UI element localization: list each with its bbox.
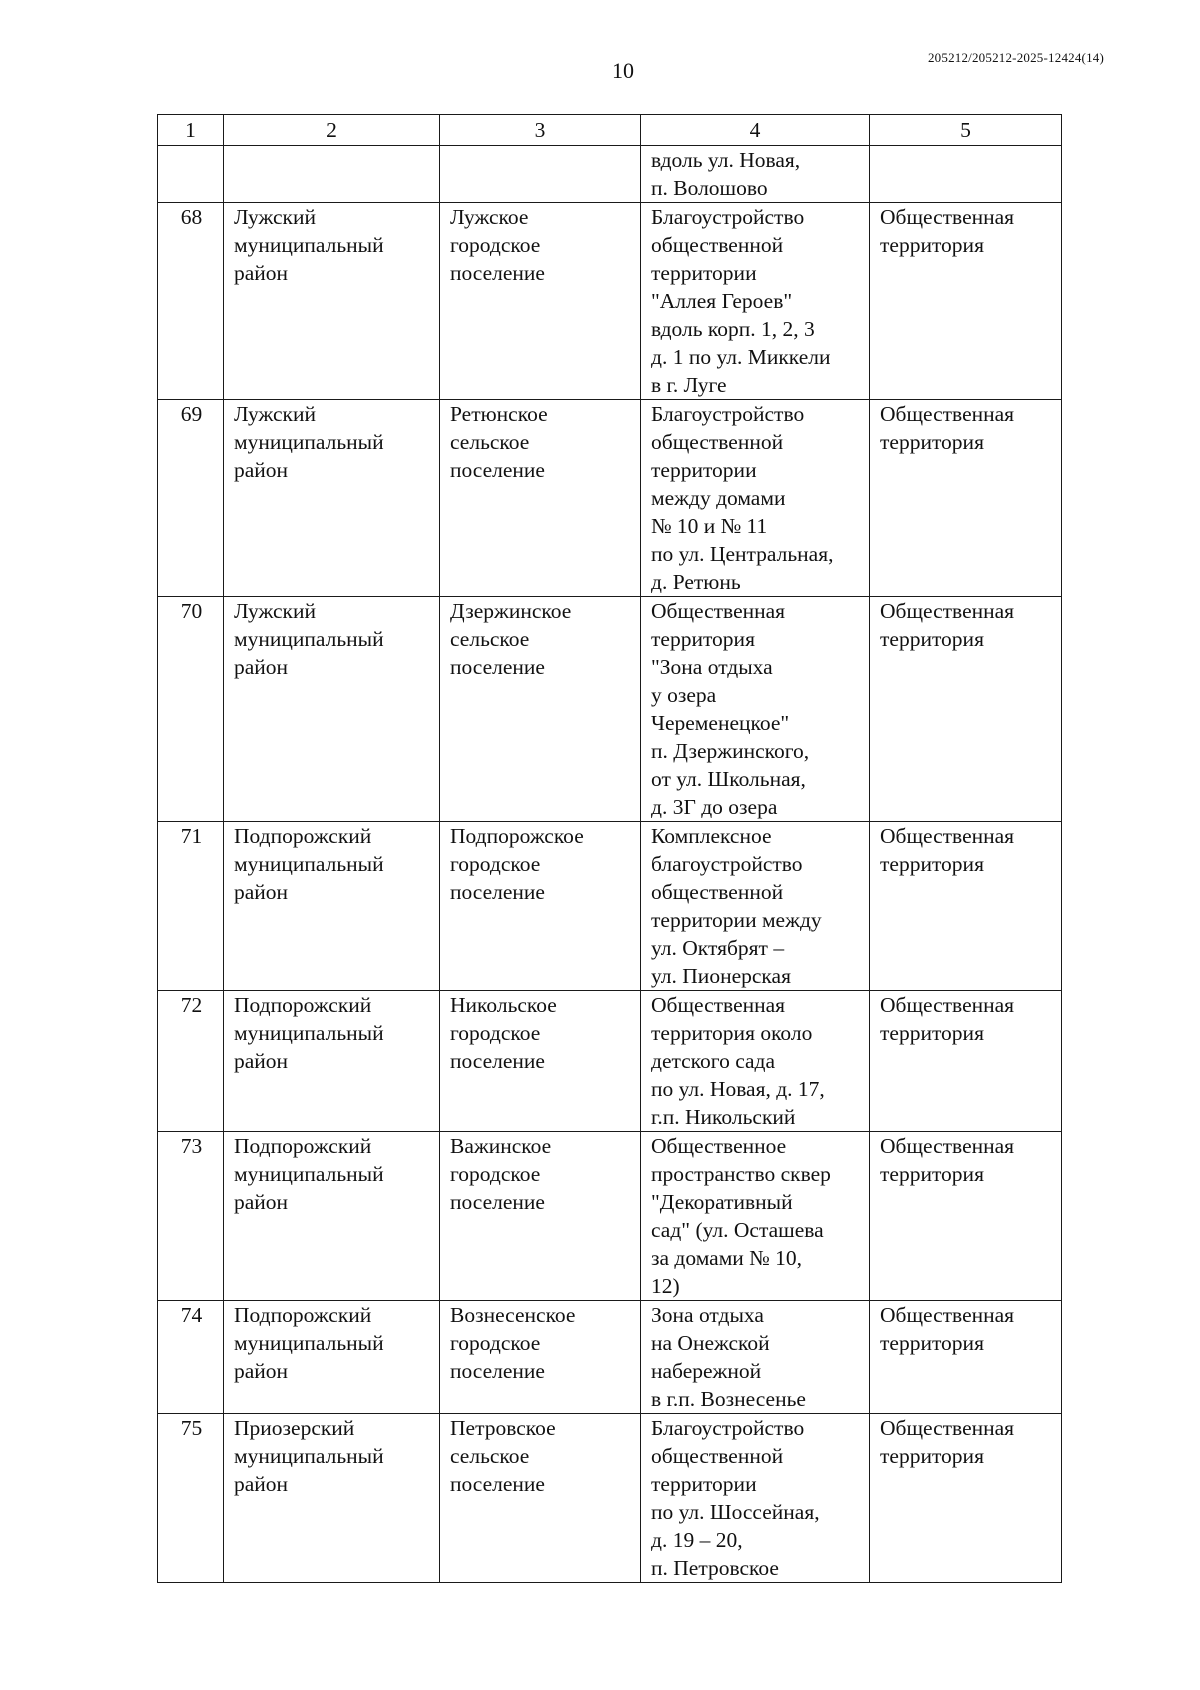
cell-text-line: детского сада — [651, 1049, 776, 1073]
cell-text-line: в г. Луге — [651, 373, 727, 397]
cell-text-line: Общественная — [880, 1416, 1015, 1440]
cell-text-line: территория — [651, 627, 755, 651]
cell-text-line: № 10 и № 11 — [651, 514, 768, 538]
cell-text-line: территория — [880, 430, 984, 454]
cell-text-line: сельское — [450, 627, 530, 651]
cell-text-line: "Аллея Героев" — [651, 289, 793, 313]
cell-text-line: Подпорожское — [450, 824, 584, 848]
cell-text-line: поселение — [450, 880, 545, 904]
table-body — [158, 146, 1062, 1583]
cell-text-line: по ул. Шоссейная, — [651, 1500, 820, 1524]
territory-type-cell — [870, 1132, 1062, 1301]
cell-text-line: д. Ретюнь — [651, 570, 741, 594]
cell-text-line: Подпорожский — [234, 993, 372, 1017]
cell-text-line: район — [234, 458, 289, 482]
cell-text-line: у озера — [651, 683, 717, 707]
cell-text-line: между домами — [651, 486, 786, 510]
cell-text-line: ул. Пионерская — [651, 964, 791, 988]
cell-text-line: п. Петровское — [651, 1556, 779, 1580]
cell-text-line: муниципальный — [234, 1444, 384, 1468]
cell-text-line: "Зона отдыха — [651, 655, 773, 679]
cell-text-line: сад" (ул. Осташева — [651, 1218, 824, 1242]
table-row — [158, 991, 1062, 1132]
cell-text-line: Общественное — [651, 1134, 787, 1158]
cell-text-line: сельское — [450, 1444, 530, 1468]
row-number-cell: 72 — [158, 991, 224, 1132]
object-cell — [641, 597, 870, 822]
cell-text-line: территория — [880, 852, 984, 876]
district-cell — [224, 1301, 440, 1414]
cell-text-line: муниципальный — [234, 627, 384, 651]
cell-text-line: от ул. Школьная, — [651, 767, 806, 791]
cell-text-line: Приозерский — [234, 1416, 355, 1440]
settlement-cell — [440, 146, 641, 203]
cell-text-line: территории — [651, 1472, 757, 1496]
district-cell — [224, 146, 440, 203]
column-header: 5 — [870, 115, 1062, 146]
row-number-cell: 68 — [158, 203, 224, 400]
row-number-cell — [158, 146, 224, 203]
column-header: 2 — [224, 115, 440, 146]
cell-text-line: Подпорожский — [234, 824, 372, 848]
cell-text-line: муниципальный — [234, 1331, 384, 1355]
column-header: 3 — [440, 115, 641, 146]
cell-text-line: Общественная — [651, 599, 786, 623]
district-cell — [224, 1414, 440, 1583]
cell-text-line: Общественная — [880, 402, 1015, 426]
cell-text-line: район — [234, 1359, 289, 1383]
table-row — [158, 597, 1062, 822]
cell-text-line: благоустройство — [651, 852, 803, 876]
cell-text-line: Подпорожский — [234, 1134, 372, 1158]
settlement-cell — [440, 1132, 641, 1301]
cell-text-line: Лужский — [234, 205, 316, 229]
row-number-cell: 73 — [158, 1132, 224, 1301]
settlement-cell — [440, 1414, 641, 1583]
district-cell — [224, 822, 440, 991]
cell-text-line: общественной — [651, 1444, 784, 1468]
cell-text-line: городское — [450, 1162, 541, 1186]
cell-text-line: территория — [880, 1331, 984, 1355]
cell-text-line: Общественная — [651, 993, 786, 1017]
territory-type-cell — [870, 1414, 1062, 1583]
settlement-cell — [440, 1301, 641, 1414]
cell-text-line: набережной — [651, 1359, 762, 1383]
cell-text-line: городское — [450, 233, 541, 257]
cell-text-line: Общественная — [880, 1303, 1015, 1327]
document-code: 205212/205212-2025-12424(14) — [927, 50, 1104, 65]
table-header-row — [158, 115, 1062, 146]
territory-type-cell — [870, 597, 1062, 822]
cell-text-line: муниципальный — [234, 233, 384, 257]
cell-text-line: район — [234, 655, 289, 679]
cell-text-line: Никольское — [450, 993, 557, 1017]
cell-text-line: Лужский — [234, 402, 316, 426]
cell-text-line: за домами № 10, — [651, 1246, 802, 1270]
row-number-cell: 75 — [158, 1414, 224, 1583]
cell-text-line: сельское — [450, 430, 530, 454]
cell-text-line: поселение — [450, 1190, 545, 1214]
cell-text-line: в г.п. Вознесенье — [651, 1387, 806, 1411]
cell-text-line: поселение — [450, 458, 545, 482]
column-header: 4 — [641, 115, 870, 146]
cell-text-line: Ретюнское — [450, 402, 548, 426]
territory-type-cell — [870, 146, 1062, 203]
territory-type-cell — [870, 1301, 1062, 1414]
table-row — [158, 1132, 1062, 1301]
cell-text-line: "Декоративный — [651, 1190, 793, 1214]
object-cell — [641, 1301, 870, 1414]
cell-text-line: п. Волошово — [651, 176, 768, 200]
cell-text-line: Комплексное — [651, 824, 772, 848]
district-cell — [224, 597, 440, 822]
cell-text-line: Лужский — [234, 599, 316, 623]
cell-text-line: д. 19 – 20, — [651, 1528, 743, 1552]
district-cell — [224, 203, 440, 400]
cell-text-line: муниципальный — [234, 1162, 384, 1186]
cell-text-line: поселение — [450, 1472, 545, 1496]
column-header: 1 — [158, 115, 224, 146]
cell-text-line: муниципальный — [234, 430, 384, 454]
cell-text-line: Важинское — [450, 1134, 552, 1158]
cell-text-line: Петровское — [450, 1416, 556, 1440]
cell-text-line: поселение — [450, 655, 545, 679]
district-cell — [224, 1132, 440, 1301]
cell-text-line: муниципальный — [234, 1021, 384, 1045]
cell-text-line: Общественная — [880, 599, 1015, 623]
row-number-cell: 71 — [158, 822, 224, 991]
object-cell — [641, 203, 870, 400]
district-cell — [224, 400, 440, 597]
page-number: 10 — [612, 58, 634, 83]
cell-text-line: городское — [450, 852, 541, 876]
row-number-cell: 70 — [158, 597, 224, 822]
table-row — [158, 203, 1062, 400]
cell-text-line: территория около — [651, 1021, 813, 1045]
settlement-cell — [440, 203, 641, 400]
table-row — [158, 822, 1062, 991]
cell-text-line: территории между — [651, 908, 822, 932]
table-row — [158, 400, 1062, 597]
object-cell — [641, 1414, 870, 1583]
territory-type-cell — [870, 991, 1062, 1132]
object-cell — [641, 1132, 870, 1301]
cell-text-line: поселение — [450, 1049, 545, 1073]
cell-text-line: Общественная — [880, 1134, 1015, 1158]
object-cell — [641, 400, 870, 597]
row-number-cell: 69 — [158, 400, 224, 597]
cell-text-line: ул. Октябрят – — [651, 936, 785, 960]
settlement-cell — [440, 597, 641, 822]
cell-text-line: территория — [880, 1021, 984, 1045]
cell-text-line: городское — [450, 1331, 541, 1355]
cell-text-line: район — [234, 1049, 289, 1073]
cell-text-line: общественной — [651, 880, 784, 904]
object-cell — [641, 822, 870, 991]
territory-type-cell — [870, 203, 1062, 400]
cell-text-line: Зона отдыха — [651, 1303, 764, 1327]
cell-text-line: муниципальный — [234, 852, 384, 876]
cell-text-line: Общественная — [880, 993, 1015, 1017]
cell-text-line: общественной — [651, 233, 784, 257]
district-cell — [224, 991, 440, 1132]
cell-text-line: район — [234, 1472, 289, 1496]
cell-text-line: Благоустройство — [651, 205, 805, 229]
cell-text-line: территории — [651, 261, 757, 285]
cell-text-line: район — [234, 1190, 289, 1214]
cell-text-line: Благоустройство — [651, 1416, 805, 1440]
table-row — [158, 1414, 1062, 1583]
cell-text-line: район — [234, 261, 289, 285]
cell-text-line: Череменецкое" — [651, 711, 790, 735]
cell-text-line: общественной — [651, 430, 784, 454]
cell-text-line: городское — [450, 1021, 541, 1045]
cell-text-line: территория — [880, 233, 984, 257]
cell-text-line: по ул. Новая, д. 17, — [651, 1077, 825, 1101]
cell-text-line: Благоустройство — [651, 402, 805, 426]
cell-text-line: вдоль корп. 1, 2, 3 — [651, 317, 815, 341]
cell-text-line: по ул. Центральная, — [651, 542, 834, 566]
cell-text-line: Подпорожский — [234, 1303, 372, 1327]
objects-table — [157, 114, 1062, 1583]
cell-text-line: район — [234, 880, 289, 904]
cell-text-line: г.п. Никольский — [651, 1105, 796, 1129]
cell-text-line: территория — [880, 627, 984, 651]
table-row — [158, 1301, 1062, 1414]
object-cell — [641, 146, 870, 203]
settlement-cell — [440, 991, 641, 1132]
territory-type-cell — [870, 822, 1062, 991]
cell-text-line: Общественная — [880, 824, 1015, 848]
cell-text-line: на Онежской — [651, 1331, 770, 1355]
cell-text-line: Лужское — [450, 205, 529, 229]
cell-text-line: территории — [651, 458, 757, 482]
cell-text-line: п. Дзержинского, — [651, 739, 810, 763]
cell-text-line: пространство сквер — [651, 1162, 831, 1186]
cell-text-line: поселение — [450, 1359, 545, 1383]
row-number-cell: 74 — [158, 1301, 224, 1414]
cell-text-line: Дзержинское — [450, 599, 572, 623]
territory-type-cell — [870, 400, 1062, 597]
cell-text-line: Вознесенское — [450, 1303, 576, 1327]
cell-text-line: д. 1 по ул. Миккели — [651, 345, 831, 369]
settlement-cell — [440, 822, 641, 991]
object-cell — [641, 991, 870, 1132]
cell-text-line: территория — [880, 1444, 984, 1468]
cell-text-line: вдоль ул. Новая, — [651, 148, 801, 172]
cell-text-line: д. 3Г до озера — [651, 795, 778, 819]
table-row — [158, 146, 1062, 203]
cell-text-line: 12) — [651, 1274, 680, 1298]
cell-text-line: территория — [880, 1162, 984, 1186]
settlement-cell — [440, 400, 641, 597]
cell-text-line: Общественная — [880, 205, 1015, 229]
cell-text-line: поселение — [450, 261, 545, 285]
